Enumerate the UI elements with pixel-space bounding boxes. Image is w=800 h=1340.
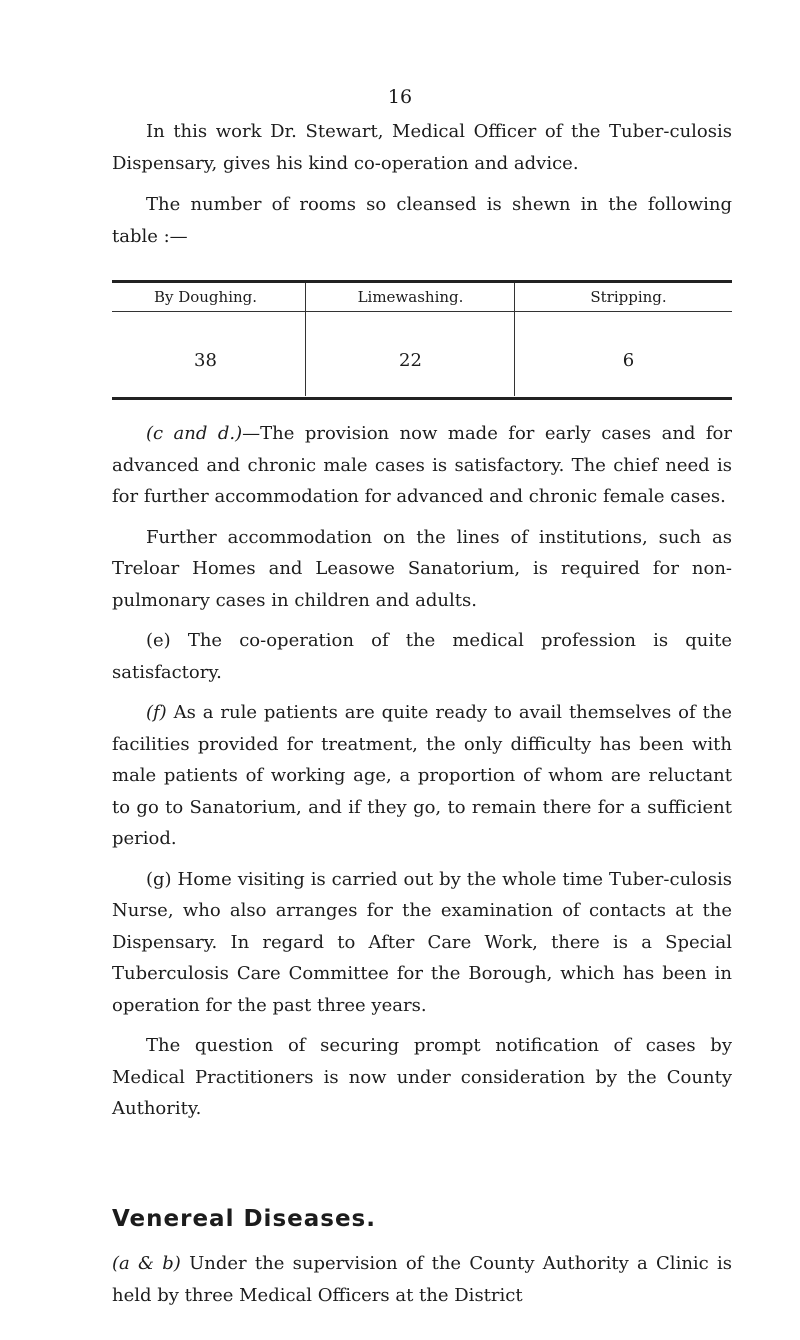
paragraph-notification: The question of securing prompt notification of cases by Medical Practitioners is now under consideration by the County Authority.	[112, 1035, 732, 1119]
table-cell-limewashing: 22	[399, 350, 422, 371]
paragraph-rooms-cleansed: The number of rooms so cleansed is shewn in the following table :—	[112, 194, 732, 247]
table-bottom-rule	[112, 397, 732, 400]
table-column-divider	[514, 283, 515, 396]
label-c-and-d: (c and d.)	[146, 423, 243, 444]
text-f: As a rule patients are quite ready to avail themselves of the facilities provided for treatment, the only difficulty has been with male patients of working age, a proportion of whom are reluctant to go to Sanatorium, and if they go, to remain there for a sufficient period.	[112, 702, 732, 849]
label-a-and-b: (a & b)	[112, 1253, 181, 1274]
section-heading-venereal-diseases: Venereal Diseases.	[112, 1206, 376, 1232]
page-number: 16	[387, 86, 413, 108]
label-f: (f)	[146, 702, 167, 723]
paragraph-a-and-b	[112, 1248, 732, 1311]
paragraph-further-accommodation: Further accommodation on the lines of institutions, such as Treloar Homes and Leasowe Sanatorium, is required for non-pulmonary cases in children and adults.	[112, 526, 732, 611]
paragraph-e	[112, 625, 732, 688]
table-top-rule	[112, 280, 732, 283]
rooms-cleansed-table	[112, 280, 732, 400]
label-e: (e)	[146, 630, 171, 651]
paragraph-f	[112, 697, 732, 855]
text-g: Home visiting is carried out by the whole time Tuber-culosis Nurse, who also arranges for the examination of contacts at the Dispensary. In regard to After Care Work, there is a Special Tuberculosis Care Committee for the Borough, which has been in operation for the past three years.	[112, 868, 732, 1016]
body-section	[112, 418, 732, 1125]
venereal-section	[112, 1248, 732, 1311]
paragraph-g	[112, 864, 732, 1022]
label-g: (g)	[146, 868, 172, 890]
table-header-stripping: Stripping.	[590, 288, 667, 306]
paragraph-dispensary: In this work Dr. Stewart, Medical Officer of the Tuber-culosis Dispensary, gives his kind co-operation and advice.	[112, 121, 732, 174]
text-a-and-b: Under the supervision of the County Authority a Clinic is held by three Medical Officers at the District	[112, 1253, 733, 1306]
table-header-limewashing: Limewashing.	[357, 288, 464, 306]
table-header-doughing: By Doughing.	[153, 288, 258, 306]
table-header-rule	[112, 311, 732, 312]
table-cell-doughing: 38	[194, 350, 217, 371]
intro-section	[112, 116, 732, 252]
text-c-and-d: —The provision now made for early cases and for advanced and chronic male cases is satisfactory. The chief need is for further accommodation for advanced and chronic female cases.	[112, 423, 732, 507]
text-e: The co-operation of the medical profession is quite satisfactory.	[112, 630, 732, 683]
paragraph-c-and-d	[112, 418, 732, 513]
table-cell-stripping: 6	[622, 350, 635, 371]
